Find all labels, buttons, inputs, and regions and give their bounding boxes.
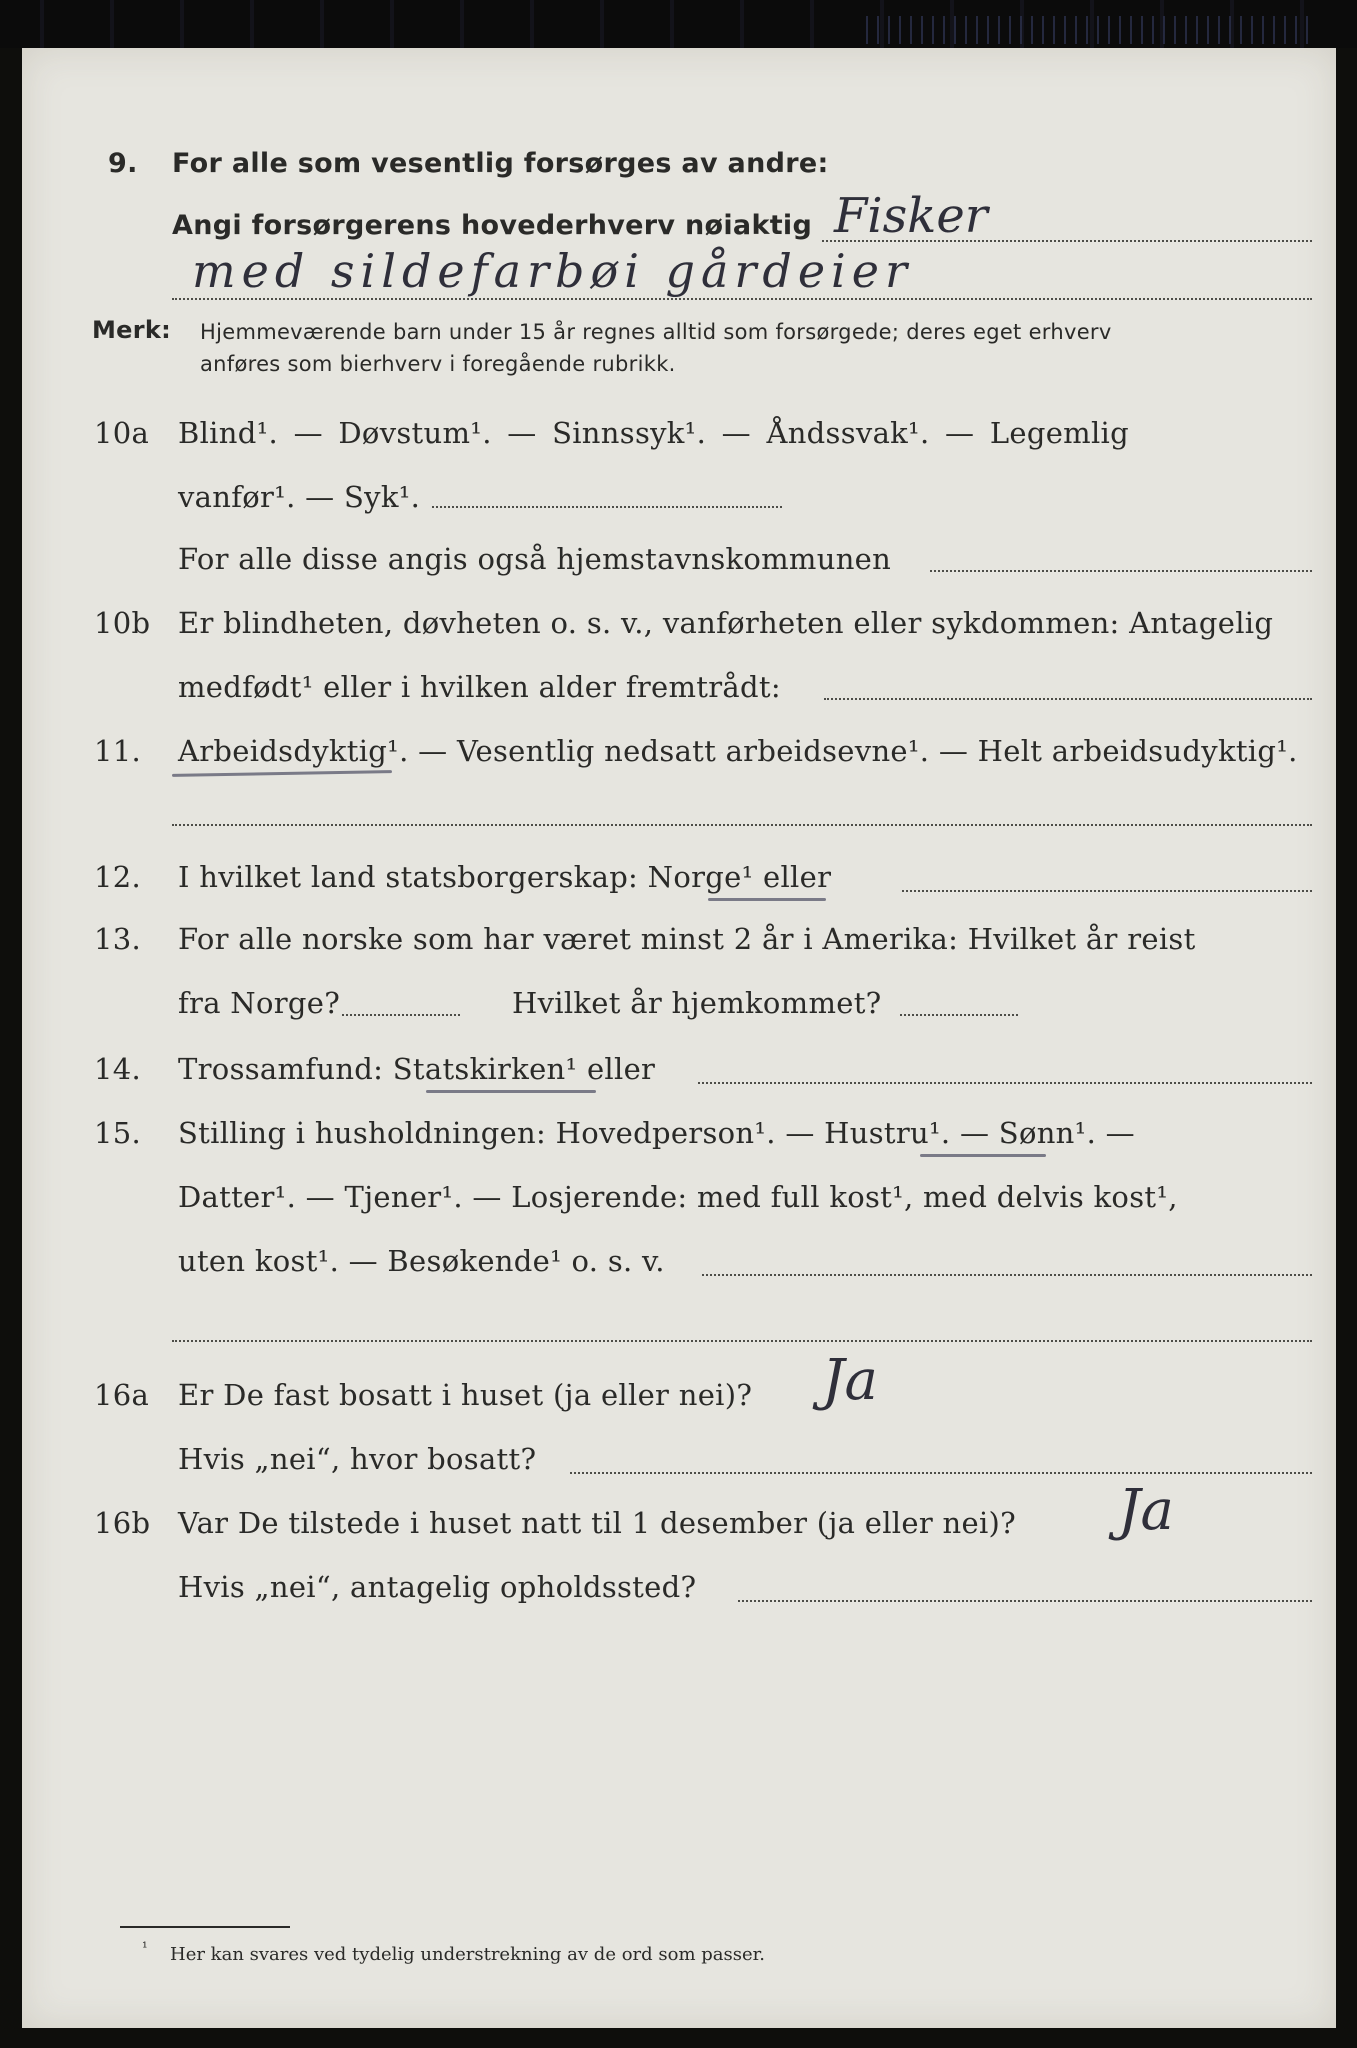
merk-line-2: anføres som bierhverv i foregående rubrikk. [200,352,676,376]
q12-line-1: I hvilket land statsborgerskap: Norge¹ eller [178,860,832,894]
scan-top-edge [0,0,1357,48]
q10b-line-2: medfødt¹ eller i hvilken alder fremtrådt: [178,670,781,704]
q11-underline-arbeidsdyktig [172,770,392,777]
q15-answer-line-2[interactable] [172,1340,1312,1342]
q10a-line-1: Blind¹. — Døvstum¹. — Sinnssyk¹. — Åndssvak¹. — Legemlig [178,416,1129,450]
q16a-line-1: Er De fast bosatt i huset (ja eller nei)? [178,1378,753,1412]
q10a-answer-line[interactable] [432,506,782,508]
q16a-answer-line[interactable] [570,1472,1312,1474]
q16b-line-2: Hvis „nei“, antagelig opholdssted? [178,1570,697,1604]
q9-number: 9. [108,148,138,179]
ruler-ticks [857,16,1317,44]
q15-number: 15. [94,1116,142,1150]
q9-handwritten-answer-2: med sildefarbøi gårdeier [192,244,913,298]
q9-handwritten-answer-1: Fisker [834,188,988,244]
q16b-line-1: Var De tilstede i huset natt til 1 desember (ja eller nei)? [178,1506,1016,1540]
q10a-line-3: For alle disse angis også hjemstavnskommunen [178,542,892,576]
q10b-answer-line[interactable] [824,698,1312,700]
footnote-rule [120,1926,290,1928]
q16a-line-2: Hvis „nei“, hvor bosatt? [178,1442,537,1476]
q14-answer-line[interactable] [698,1082,1312,1084]
q11-number: 11. [94,734,142,768]
q15-line-1: Stilling i husholdningen: Hovedperson¹. — Hustru¹. — Sønn¹. — [178,1116,1135,1150]
q9-answer-line-2[interactable] [172,298,1312,300]
q14-number: 14. [94,1052,142,1086]
q15-line-3: uten kost¹. — Besøkende¹ o. s. v. [178,1244,665,1278]
q16a-handwritten-answer: Ja [822,1348,878,1413]
q12-number: 12. [94,860,142,894]
q13-reist-line[interactable] [342,1014,460,1016]
q16b-answer-line[interactable] [738,1600,1312,1602]
q13-line-1: For alle norske som har været minst 2 år i Amerika: Hvilket år reist [178,922,1196,956]
q13-hjemkommet-line[interactable] [900,1014,1018,1016]
q15-underline-hustru [920,1154,1046,1157]
q15-answer-line[interactable] [702,1274,1312,1276]
q12-underline-norge [708,898,826,901]
merk-label: Merk: [92,316,172,344]
q10b-line-1: Er blindheten, døvheten o. s. v., vanførheten eller sykdommen: Antagelig [178,606,1274,640]
footnote-mark: ¹ [142,1940,148,1956]
q16b-number: 16b [94,1506,151,1540]
q14-line-1: Trossamfund: Statskirken¹ eller [178,1052,656,1086]
q11-line-1: Arbeidsdyktig¹. — Vesentlig nedsatt arbeidsevne¹. — Helt arbeidsudyktig¹. [178,734,1298,768]
q16b-handwritten-answer: Ja [1118,1478,1174,1543]
census-form-page [22,48,1336,2028]
q12-answer-line[interactable] [902,890,1312,892]
q13-line-2a: fra Norge? [178,986,341,1020]
q13-number: 13. [94,922,142,956]
q10a-number: 10a [94,416,150,450]
q15-line-2: Datter¹. — Tjener¹. — Losjerende: med full kost¹, med delvis kost¹, [178,1180,1178,1214]
merk-line-1: Hjemmeværende barn under 15 år regnes alltid som forsørgede; deres eget erhverv [200,320,1112,344]
q11-answer-line[interactable] [172,824,1312,826]
q14-underline-statskirken [426,1090,596,1093]
q9-heading: For alle som vesentlig forsørges av andre: [172,148,829,179]
q16a-number: 16a [94,1378,150,1412]
q9-prompt: Angi forsørgerens hovederhverv nøiaktig [172,210,813,241]
footnote-text: Her kan svares ved tydelig understrekning av de ord som passer. [170,1944,765,1965]
q10a-hjemstavn-line[interactable] [930,570,1312,572]
q13-line-2b: Hvilket år hjemkommet? [512,986,882,1020]
q10b-number: 10b [94,606,151,640]
q10a-line-2: vanfør¹. — Syk¹. [178,480,421,514]
